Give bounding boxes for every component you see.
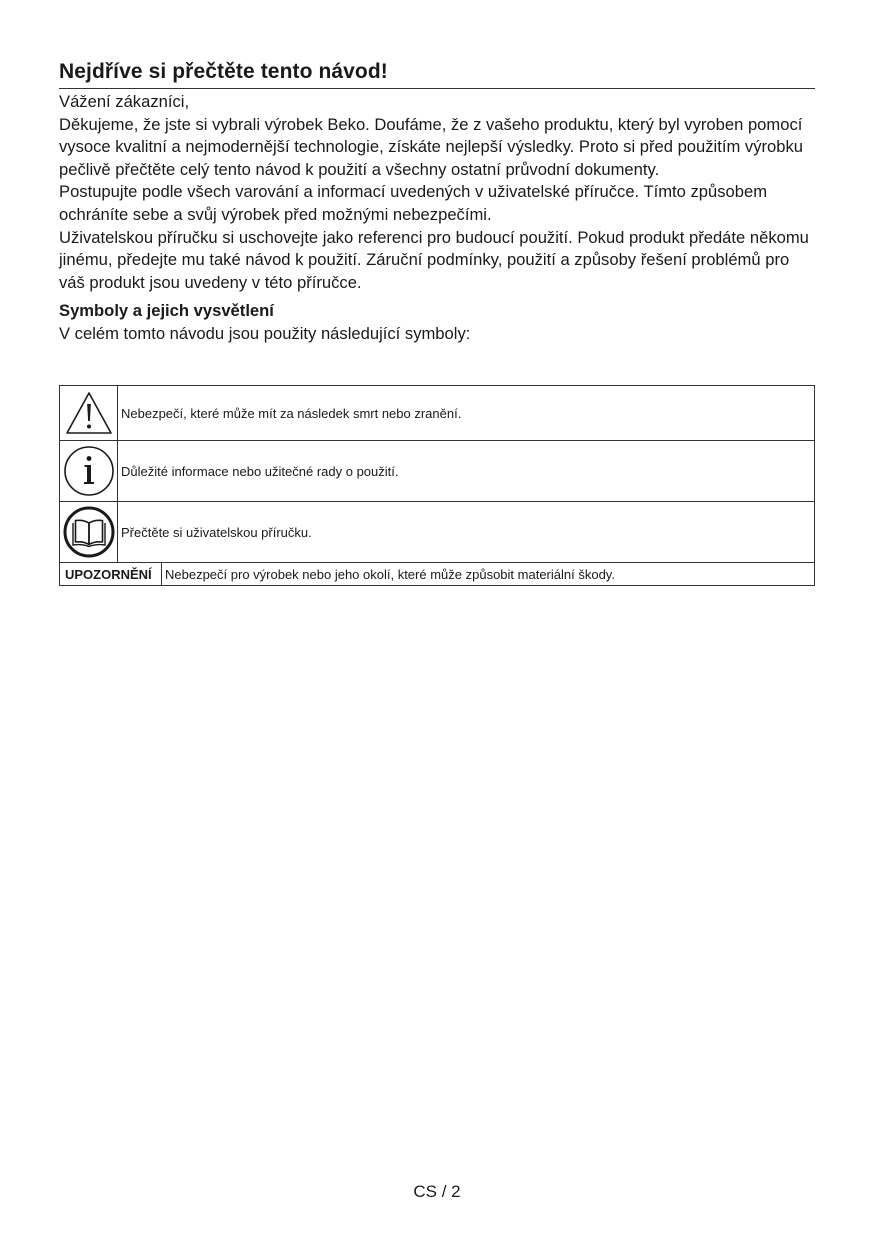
warning-label: UPOZORNĚNÍ — [60, 563, 162, 585]
symbols-intro: V celém tomto návodu jsou použity následující symboly: — [59, 324, 471, 344]
intro-paragraph-3: Uživatelskou příručku si uschovejte jako referenci pro budoucí použití. Pokud produkt předáte někomu jinému, předejte mu také návod k použití. Záruční podmínky, použití a způsoby řešení problémů pro váš produkt jsou uvedeny v této příručce. — [59, 227, 809, 292]
symbol-description: Přečtěte si uživatelskou příručku. — [118, 502, 815, 563]
symbols-table — [59, 385, 815, 586]
page-title: Nejdříve si přečtěte tento návod! — [59, 58, 815, 89]
warning-row — [60, 563, 815, 586]
page-content — [59, 58, 815, 345]
greeting: Vážení zákazníci, — [59, 92, 190, 111]
symbol-description: Důležité informace nebo užitečné rady o použití. — [118, 441, 815, 502]
warning-triangle-icon — [64, 390, 114, 436]
warning-description: Nebezpečí pro výrobek nebo jeho okolí, které může způsobit materiální škody. — [165, 566, 615, 582]
symbol-row — [60, 441, 815, 502]
book-icon — [63, 506, 115, 558]
symbol-icon-cell — [60, 441, 118, 502]
symbol-row — [60, 386, 815, 441]
symbol-description: Nebezpečí, které může mít za následek smrt nebo zranění. — [118, 386, 815, 441]
info-icon — [63, 445, 115, 497]
page-number: CS / 2 — [413, 1182, 461, 1201]
intro-paragraph-2: Postupujte podle všech varování a informací uvedených v uživatelské příručce. Tímto způsobem ochráníte sebe a svůj výrobek před možnými nebezpečími. — [59, 182, 768, 224]
symbol-icon-cell — [60, 386, 118, 441]
intro-paragraph-1: Děkujeme, že jste si vybrali výrobek Beko. Doufáme, že z vašeho produktu, který byl vyroben pomocí vysoce kvalitní a nejmodernější technologie, získáte nejlepší výsledky. Proto si před použitím výrobku pečlivě přečtěte celý tento návod k použití a všechny ostatní průvodní dokumenty. — [59, 114, 804, 179]
symbol-row — [60, 502, 815, 563]
symbols-heading: Symboly a jejich vysvětlení — [59, 301, 274, 321]
symbol-icon-cell — [60, 502, 118, 563]
